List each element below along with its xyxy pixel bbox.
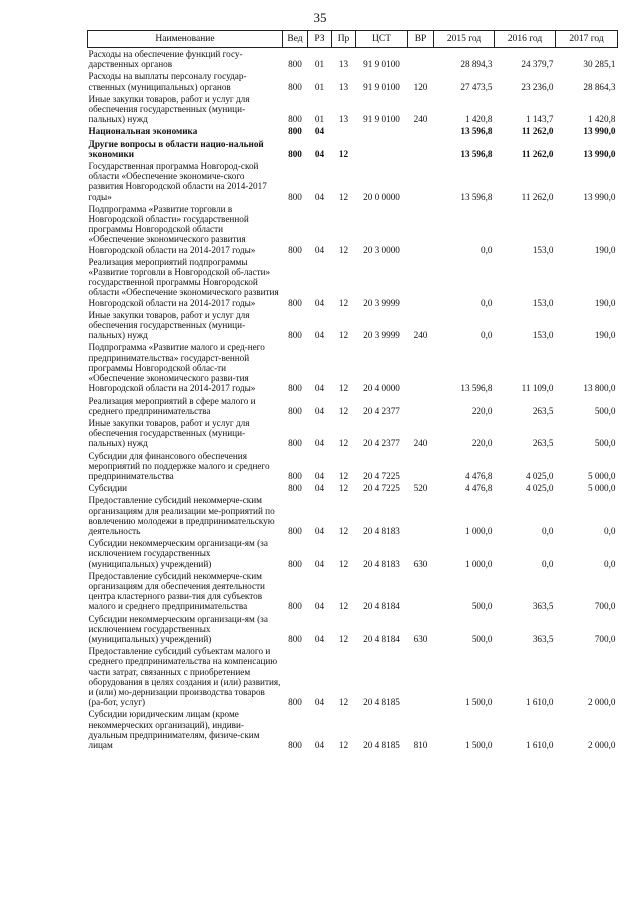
cell-2017: 1 420,8 xyxy=(587,114,616,125)
table-header-row xyxy=(88,31,618,48)
cell-cst: 91 9 0100 xyxy=(363,81,400,92)
table-row xyxy=(88,450,618,483)
cell-cst: 20 4 7225 xyxy=(363,470,400,481)
cell-2017: 5 000,0 xyxy=(587,470,616,481)
cell-rz: 04 xyxy=(314,383,325,394)
cell-2017: 5 000,0 xyxy=(587,483,616,494)
cell-pr: 13 xyxy=(338,81,349,92)
cell-cst: 20 4 8184 xyxy=(363,601,400,612)
cell-ved: 800 xyxy=(288,697,302,708)
cell-vr: 630 xyxy=(413,633,428,644)
cell-cst: 20 0 0000 xyxy=(363,191,400,202)
cell-rz: 04 xyxy=(314,244,325,255)
cell-rz: 04 xyxy=(314,697,325,708)
cell-2017: 13 990,0 xyxy=(583,148,616,159)
cell-vr xyxy=(408,203,434,256)
cell-name: Иные закупки товаров, работ и услуг для обеспечения государственных (муници-пальных) нужд xyxy=(88,417,250,449)
cell-2016: 1 143,7 xyxy=(525,114,554,125)
cell-pr: 12 xyxy=(338,383,349,394)
cell-2016: 24 379,7 xyxy=(521,59,554,70)
cell-2015: 13 596,8 xyxy=(460,126,493,137)
cell-2015: 4 476,8 xyxy=(464,470,493,481)
cell-2017: 30 285,1 xyxy=(583,59,616,70)
cell-2015: 500,0 xyxy=(471,633,493,644)
cell-pr: 12 xyxy=(338,244,349,255)
header-2016: 2016 год xyxy=(495,31,556,48)
cell-rz: 04 xyxy=(314,483,325,494)
cell-vr: 240 xyxy=(413,114,428,125)
cell-2017: 190,0 xyxy=(594,330,616,341)
page-number: 35 xyxy=(313,10,327,25)
cell-cst: 20 4 8185 xyxy=(363,697,400,708)
cell-name: Предоставление субсидий субъектам малого и среднего предпринимательства на компенсацию части затрат, связанных с приобретением оборудования в целях создания и (или) развития, и (или) мо-дернизации производства товаров (ра-бот, услуг) xyxy=(88,646,281,708)
cell-2015: 13 596,8 xyxy=(460,191,493,202)
table-row xyxy=(88,395,618,417)
table-row xyxy=(88,256,618,309)
cell-ved: 800 xyxy=(288,330,302,341)
cell-name: Реализация мероприятий в сфере малого и среднего предпринимательства xyxy=(88,395,256,416)
table-row xyxy=(88,125,618,137)
cell-rz: 04 xyxy=(314,633,325,644)
header-cst: ЦСТ xyxy=(356,31,408,48)
cell-2017: 2 000,0 xyxy=(587,697,616,708)
cell-ved: 800 xyxy=(288,244,302,255)
cell-name: Государственная программа Новгород-ской области «Обеспечение экономиче-ского развития Новгородской области на 2014-2017 годы» xyxy=(88,161,267,202)
cell-rz: 04 xyxy=(314,297,325,308)
cell-2017: 190,0 xyxy=(594,297,616,308)
cell-name: Национальная экономика xyxy=(88,126,198,137)
cell-2016: 363,5 xyxy=(532,633,554,644)
cell-2015: 27 473,5 xyxy=(460,81,493,92)
cell-rz: 01 xyxy=(314,114,325,125)
header-rz: РЗ xyxy=(308,31,332,48)
cell-2015: 220,0 xyxy=(471,405,493,416)
cell-name: Расходы на обеспечение функций госу-дарственных органов xyxy=(88,49,243,70)
cell-2016: 0,0 xyxy=(542,558,554,569)
cell-2017: 700,0 xyxy=(594,601,616,612)
cell-2015: 4 476,8 xyxy=(464,483,493,494)
cell-pr: 12 xyxy=(338,191,349,202)
cell-ved: 800 xyxy=(288,81,302,92)
cell-vr: 520 xyxy=(413,483,428,494)
cell-name: Реализация мероприятий подпрограммы «Развитие торговли в Новгородской об-ласти» государственной программы Новгородской области «Обеспечение экономического развития Новгородской области на 2014-2017 годы» xyxy=(88,256,279,308)
cell-2017: 190,0 xyxy=(594,244,616,255)
cell-pr xyxy=(332,125,356,137)
cell-pr: 12 xyxy=(338,558,349,569)
cell-2017: 0,0 xyxy=(604,558,616,569)
cell-ved: 800 xyxy=(288,59,302,70)
cell-ved: 800 xyxy=(288,740,302,750)
cell-name: Предоставление субсидий некоммерче-ским организациям для обеспечения деятельности центра кластерного разви-тия для субъектов малого и среднего предпринимательства xyxy=(88,570,265,612)
table-row xyxy=(88,482,618,494)
cell-cst: 91 9 0100 xyxy=(363,59,400,70)
cell-name: Расходы на выплаты персоналу государ-ственных (муниципальных) органов xyxy=(88,71,247,92)
cell-2015: 1 420,8 xyxy=(464,114,493,125)
header-2015: 2015 год xyxy=(434,31,495,48)
table-row xyxy=(88,570,618,613)
cell-2017: 700,0 xyxy=(594,633,616,644)
cell-2017: 500,0 xyxy=(594,405,616,416)
header-ved: Вед xyxy=(283,31,308,48)
cell-ved: 800 xyxy=(288,191,302,202)
cell-pr: 12 xyxy=(338,633,349,644)
cell-2016: 23 236,0 xyxy=(521,81,554,92)
cell-name: Субсидии некоммерческим организаци-ям (за исключением государственных (муниципальных) учреждений) xyxy=(88,613,268,644)
table-body xyxy=(88,48,618,752)
cell-pr: 12 xyxy=(338,483,349,494)
cell-rz: 04 xyxy=(314,601,325,612)
cell-pr: 12 xyxy=(338,525,349,536)
cell-rz: 04 xyxy=(314,148,325,159)
cell-2016: 153,0 xyxy=(532,244,554,255)
cell-cst: 20 4 2377 xyxy=(363,405,400,416)
cell-2015: 13 596,8 xyxy=(460,383,493,394)
cell-name: Подпрограмма «Развитие торговли в Новгородской области» государственной программы Новгородской области «Обеспечение экономического развития Новгородской области на 2014-2017 годы» xyxy=(88,203,256,255)
cell-2016: 263,5 xyxy=(532,438,554,449)
table-row xyxy=(88,203,618,256)
cell-rz: 01 xyxy=(314,81,325,92)
cell-rz: 04 xyxy=(314,126,325,137)
cell-vr xyxy=(408,256,434,309)
cell-ved: 800 xyxy=(288,633,302,644)
cell-2015: 28 894,3 xyxy=(460,59,493,70)
cell-pr: 12 xyxy=(338,330,349,341)
cell-2016: 11 262,0 xyxy=(521,126,554,137)
table-row xyxy=(88,160,618,203)
cell-2015: 13 596,8 xyxy=(460,148,493,159)
cell-vr xyxy=(408,450,434,483)
cell-2016: 1 610,0 xyxy=(525,740,554,750)
cell-2016: 11 109,0 xyxy=(521,383,554,394)
cell-2017: 500,0 xyxy=(594,438,616,449)
cell-2017: 28 864,3 xyxy=(583,81,616,92)
cell-cst: 20 4 0000 xyxy=(363,383,400,394)
cell-rz: 04 xyxy=(314,740,325,750)
cell-cst: 20 4 2377 xyxy=(363,438,400,449)
cell-2016: 4 025,0 xyxy=(525,470,554,481)
cell-name: Иные закупки товаров, работ и услуг для обеспечения государственных (муници-пальных) нужд xyxy=(88,93,250,125)
table-row xyxy=(88,537,618,570)
cell-rz: 04 xyxy=(314,405,325,416)
cell-vr xyxy=(408,48,434,71)
cell-vr: 120 xyxy=(413,81,428,92)
cell-2016: 1 610,0 xyxy=(525,697,554,708)
table-row xyxy=(88,417,618,450)
cell-pr: 12 xyxy=(338,601,349,612)
cell-2016: 11 262,0 xyxy=(521,191,554,202)
cell-2017: 13 990,0 xyxy=(583,191,616,202)
cell-ved: 800 xyxy=(288,483,302,494)
cell-rz: 04 xyxy=(314,470,325,481)
cell-2015: 220,0 xyxy=(471,438,493,449)
cell-cst: 20 4 8184 xyxy=(363,633,400,644)
cell-2017: 13 990,0 xyxy=(583,126,616,137)
cell-ved: 800 xyxy=(288,297,302,308)
cell-name: Подпрограмма «Развитие малого и сред-него предпринимательства» государст-венной программы Новгородской облас-ти «Обеспечение экономического разви-тия Новгородской области на 2014-2017 годы» xyxy=(88,342,265,394)
cell-2016: 363,5 xyxy=(532,601,554,612)
cell-rz: 04 xyxy=(314,191,325,202)
cell-name: Другие вопросы в области нацио-нальной экономики xyxy=(88,138,264,159)
table-row xyxy=(88,70,618,92)
cell-pr: 12 xyxy=(338,148,349,159)
table-row xyxy=(88,645,618,708)
table-row xyxy=(88,708,618,751)
cell-2015: 0,0 xyxy=(481,330,493,341)
cell-2015: 1 500,0 xyxy=(464,697,493,708)
cell-pr: 12 xyxy=(338,297,349,308)
cell-vr xyxy=(408,341,434,394)
table-row xyxy=(88,309,618,342)
table-row xyxy=(88,341,618,394)
cell-pr: 12 xyxy=(338,740,349,750)
cell-ved: 800 xyxy=(288,601,302,612)
cell-vr xyxy=(408,645,434,708)
cell-cst: 20 4 7225 xyxy=(363,483,400,494)
cell-vr xyxy=(408,138,434,160)
cell-cst: 91 9 0100 xyxy=(363,114,400,125)
budget-table xyxy=(87,30,618,751)
cell-ved: 800 xyxy=(288,148,302,159)
cell-ved: 800 xyxy=(288,525,302,536)
header-vr: ВР xyxy=(408,31,434,48)
header-pr: Пр xyxy=(332,31,356,48)
cell-vr xyxy=(408,494,434,537)
cell-vr: 240 xyxy=(413,438,428,449)
cell-cst: 20 4 8185 xyxy=(363,740,400,750)
cell-2016: 153,0 xyxy=(532,297,554,308)
cell-pr: 12 xyxy=(338,470,349,481)
cell-vr: 240 xyxy=(413,330,428,341)
cell-ved: 800 xyxy=(288,470,302,481)
cell-2016: 4 025,0 xyxy=(525,483,554,494)
cell-2016: 0,0 xyxy=(542,525,554,536)
cell-2015: 0,0 xyxy=(481,297,493,308)
cell-cst: 20 3 9999 xyxy=(363,297,400,308)
cell-cst: 20 3 0000 xyxy=(363,244,400,255)
cell-ved: 800 xyxy=(288,114,302,125)
cell-pr: 13 xyxy=(338,59,349,70)
cell-2017: 2 000,0 xyxy=(587,740,616,750)
table-row xyxy=(88,138,618,160)
cell-2017: 13 800,0 xyxy=(583,383,616,394)
table-row xyxy=(88,613,618,646)
cell-cst: 20 3 9999 xyxy=(363,330,400,341)
cell-vr xyxy=(408,125,434,137)
cell-pr: 12 xyxy=(338,438,349,449)
cell-2016: 263,5 xyxy=(532,405,554,416)
cell-vr xyxy=(408,160,434,203)
cell-name: Субсидии xyxy=(88,483,128,494)
cell-name: Субсидии некоммерческим организаци-ям (за исключением государственных (муниципальных) учреждений) xyxy=(88,538,268,569)
cell-cst xyxy=(356,138,408,160)
cell-vr: 810 xyxy=(413,740,428,750)
cell-name: Субсидии для финансового обеспечения мероприятий по поддержке малого и среднего предпринимательства xyxy=(88,450,270,481)
cell-cst: 20 4 8183 xyxy=(363,525,400,536)
cell-pr: 12 xyxy=(338,405,349,416)
cell-vr xyxy=(408,395,434,417)
cell-name: Предоставление субсидий некоммерче-ским организациям для реализации ме-роприятий по вовлечению молодежи в предпринимательскую деятельность xyxy=(88,495,275,536)
cell-2016: 11 262,0 xyxy=(521,148,554,159)
table-row xyxy=(88,494,618,537)
cell-pr: 13 xyxy=(338,114,349,125)
cell-2015: 500,0 xyxy=(471,601,493,612)
cell-cst xyxy=(356,125,408,137)
table-row xyxy=(88,93,618,126)
cell-2015: 1 500,0 xyxy=(464,740,493,750)
cell-ved: 800 xyxy=(288,438,302,449)
cell-name: Субсидии юридическим лицам (кроме некоммерческих организаций), индиви-дуальным предпринимателям, физиче-ским лицам xyxy=(88,709,260,750)
cell-ved: 800 xyxy=(288,383,302,394)
cell-rz: 04 xyxy=(314,525,325,536)
cell-2015: 1 000,0 xyxy=(464,558,493,569)
cell-rz: 04 xyxy=(314,330,325,341)
cell-rz: 04 xyxy=(314,438,325,449)
table-row xyxy=(88,48,618,71)
cell-ved: 800 xyxy=(288,126,302,137)
cell-pr: 12 xyxy=(338,697,349,708)
cell-name: Иные закупки товаров, работ и услуг для обеспечения государственных (муници-пальных) нужд xyxy=(88,309,250,341)
cell-cst: 20 4 8183 xyxy=(363,558,400,569)
cell-ved: 800 xyxy=(288,405,302,416)
header-name: Наименование xyxy=(88,31,283,48)
cell-2016: 153,0 xyxy=(532,330,554,341)
cell-2015: 0,0 xyxy=(481,244,493,255)
cell-ved: 800 xyxy=(288,558,302,569)
cell-rz: 04 xyxy=(314,558,325,569)
header-2017: 2017 год xyxy=(556,31,618,48)
cell-vr xyxy=(408,570,434,613)
cell-2015: 1 000,0 xyxy=(464,525,493,536)
cell-2017: 0,0 xyxy=(604,525,616,536)
cell-vr: 630 xyxy=(413,558,428,569)
cell-rz: 01 xyxy=(314,59,325,70)
